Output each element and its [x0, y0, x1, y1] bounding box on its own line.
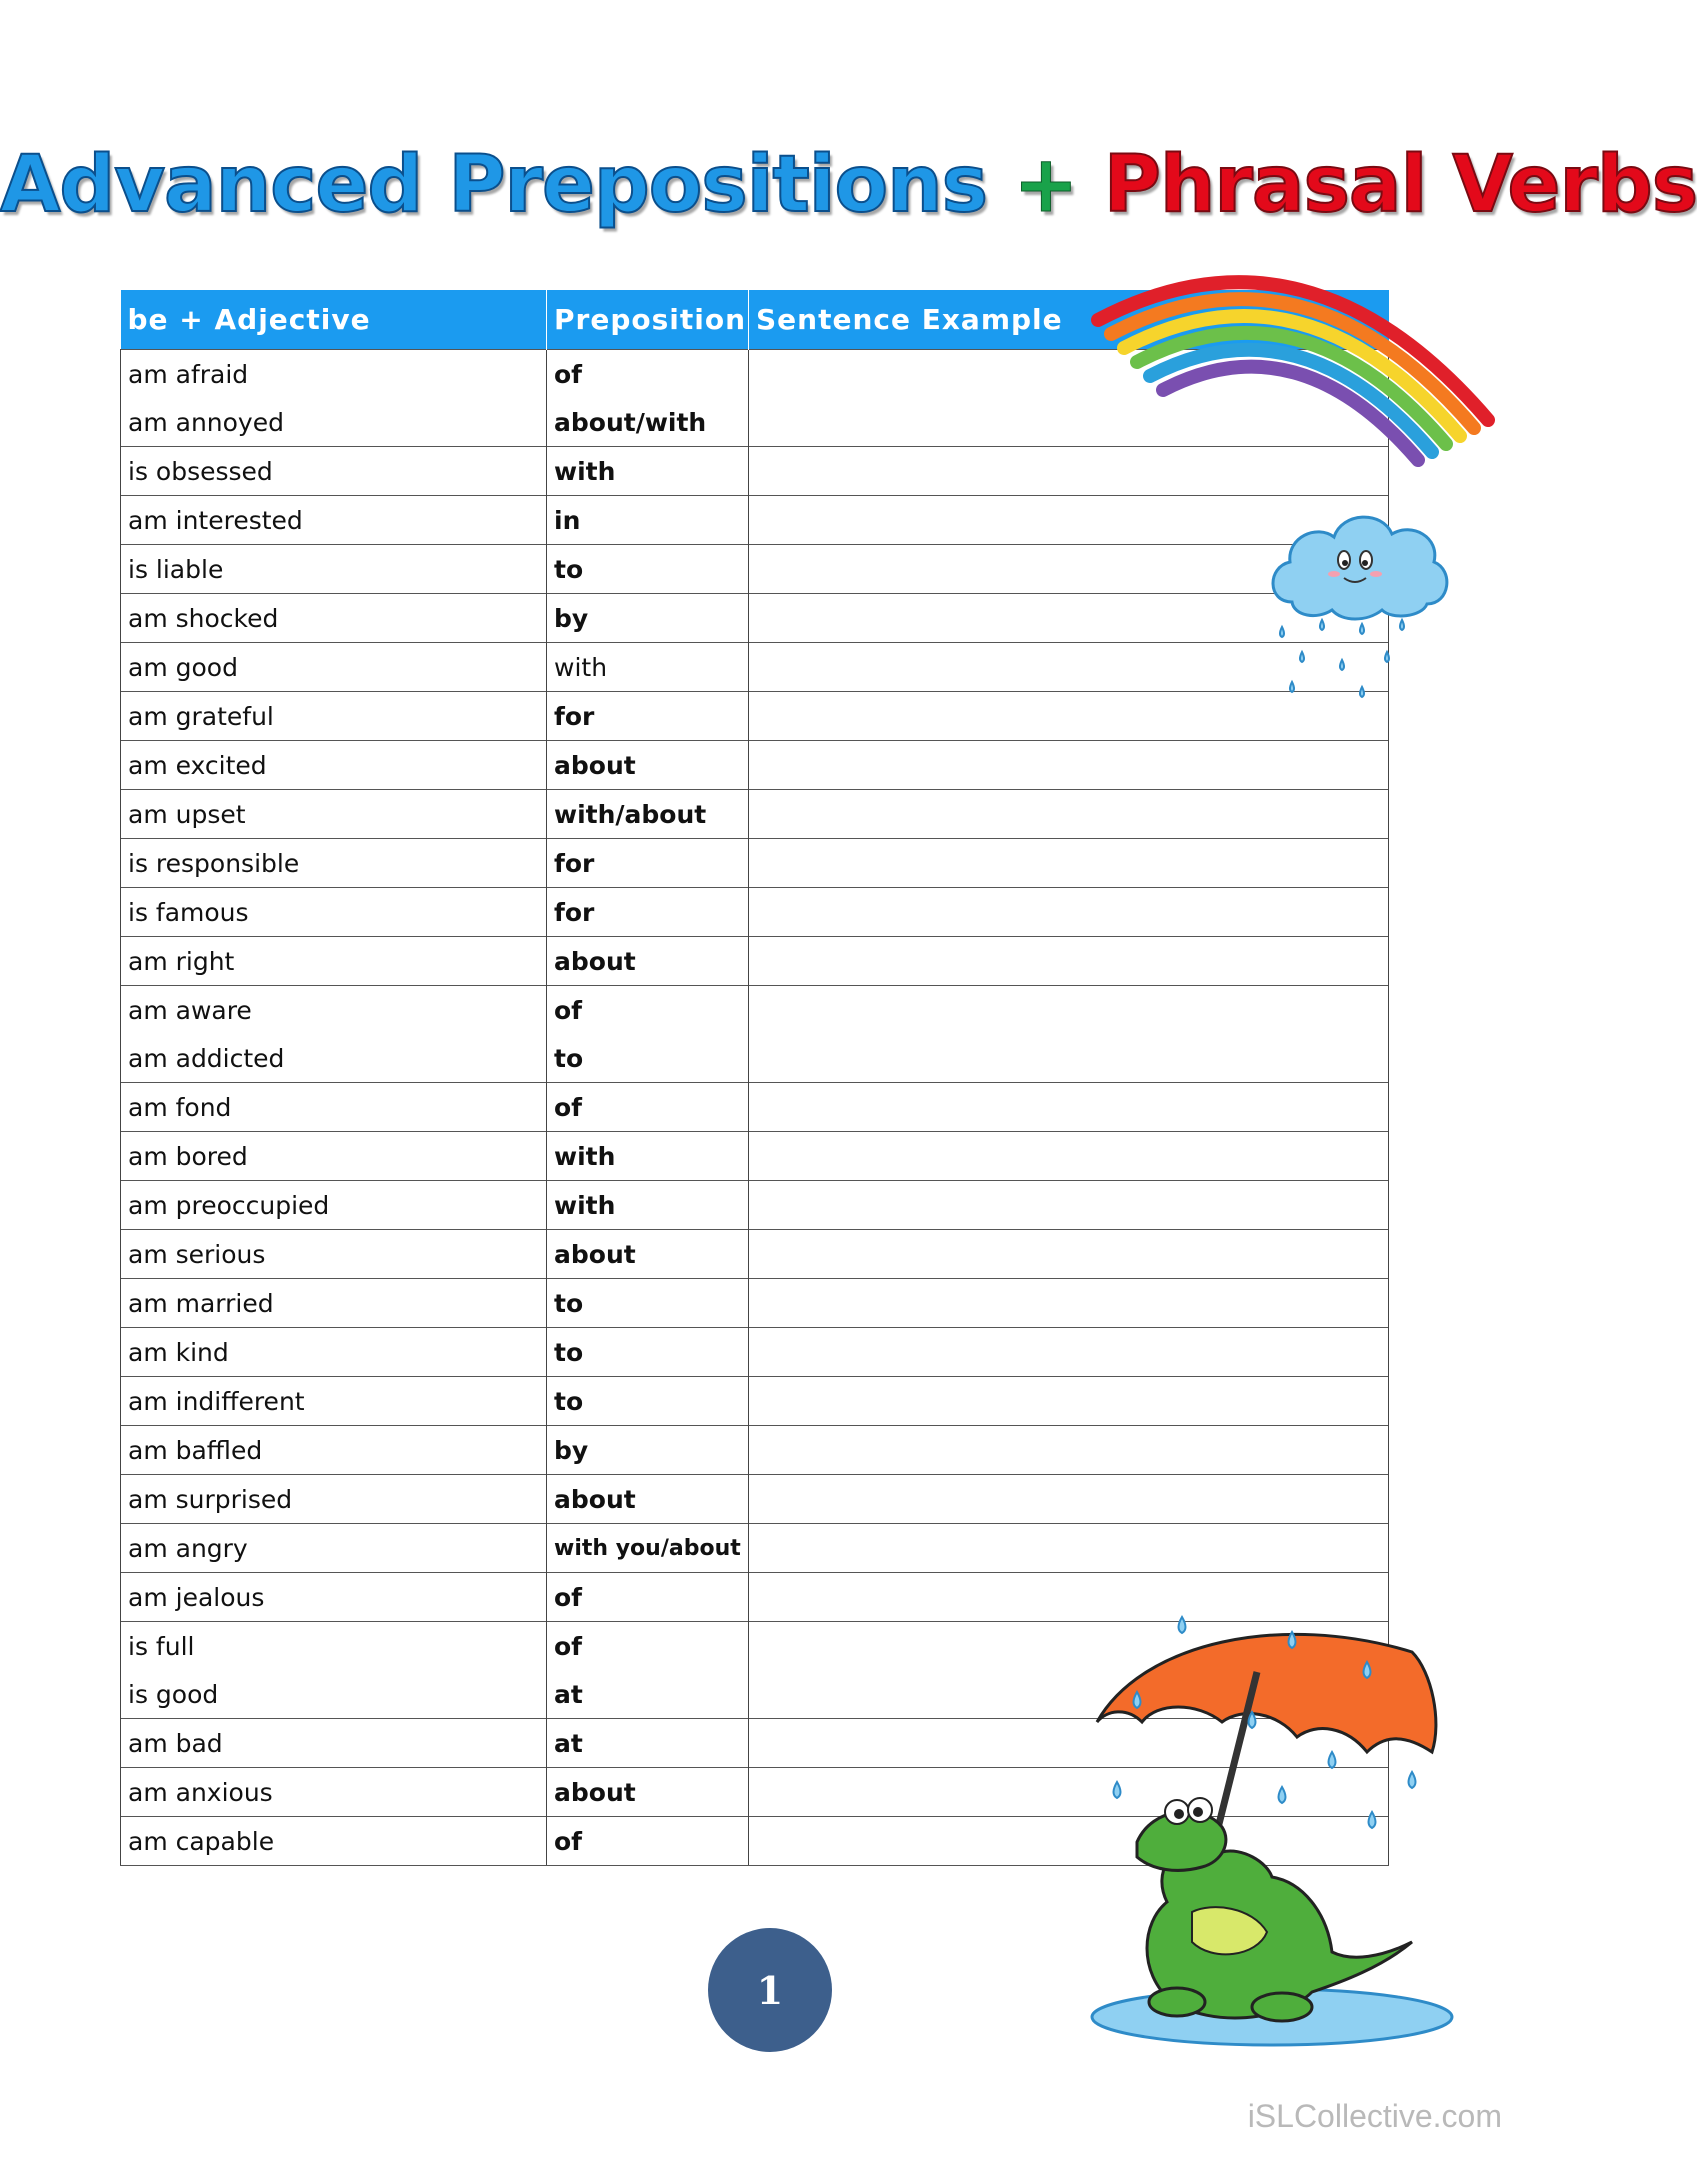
- adjective-cell: am surprised: [121, 1475, 547, 1524]
- adjective-cell: is obsessed: [121, 447, 547, 496]
- sentence-example-cell[interactable]: [749, 839, 1389, 888]
- preposition-cell: about: [547, 741, 749, 790]
- table-row: [121, 790, 1389, 839]
- adjective-cell: am right: [121, 937, 547, 986]
- table-row: [121, 839, 1389, 888]
- sentence-example-cell[interactable]: [749, 937, 1389, 986]
- preposition-cell: of: [547, 1622, 749, 1671]
- adjective-cell: am interested: [121, 496, 547, 545]
- adjective-cell: am baffled: [121, 1426, 547, 1475]
- preposition-cell: with/about: [547, 790, 749, 839]
- adjective-cell: am excited: [121, 741, 547, 790]
- sentence-example-cell[interactable]: [749, 1377, 1389, 1426]
- preposition-cell: to: [547, 1279, 749, 1328]
- table-row: [121, 1475, 1389, 1524]
- adjective-cell: am anxious: [121, 1768, 547, 1817]
- table-row: [121, 888, 1389, 937]
- table-row: [121, 1279, 1389, 1328]
- header-preposition: Preposition: [547, 290, 749, 350]
- sentence-example-cell[interactable]: [749, 1132, 1389, 1181]
- watermark: iSLCollective.com: [1247, 2098, 1502, 2134]
- header-sentence-example: Sentence Example: [749, 290, 1389, 350]
- sentence-example-cell[interactable]: [749, 1426, 1389, 1475]
- sentence-example-cell[interactable]: [749, 986, 1389, 1083]
- preposition-cell: to: [547, 1034, 749, 1083]
- crocodile-umbrella-icon: [1082, 1612, 1462, 2052]
- preposition-cell: at: [547, 1670, 749, 1719]
- adjective-cell: am shocked: [121, 594, 547, 643]
- sentence-example-cell[interactable]: [749, 741, 1389, 790]
- preposition-cell: about: [547, 1768, 749, 1817]
- adjective-cell: is responsible: [121, 839, 547, 888]
- preposition-cell: at: [547, 1719, 749, 1768]
- table-row: [121, 1132, 1389, 1181]
- title-part-phrasal-verbs: Phrasal Verbs: [1103, 140, 1697, 230]
- sentence-example-cell[interactable]: [749, 1083, 1389, 1132]
- table-row: [121, 1426, 1389, 1475]
- table-row: [121, 545, 1389, 594]
- adjective-cell: am fond: [121, 1083, 547, 1132]
- page-title: [0, 140, 1697, 230]
- preposition-cell: for: [547, 692, 749, 741]
- adjective-cell: am aware: [121, 986, 547, 1035]
- preposition-cell: about: [547, 1230, 749, 1279]
- preposition-cell: for: [547, 839, 749, 888]
- sentence-example-cell[interactable]: [749, 1524, 1389, 1573]
- preposition-cell: to: [547, 545, 749, 594]
- table-row: [121, 692, 1389, 741]
- adjective-cell: is good: [121, 1670, 547, 1719]
- preposition-cell: to: [547, 1328, 749, 1377]
- table-row: [121, 1377, 1389, 1426]
- adjective-cell: am upset: [121, 790, 547, 839]
- adjective-cell: am jealous: [121, 1573, 547, 1622]
- sentence-example-cell[interactable]: [749, 1475, 1389, 1524]
- adjective-cell: is famous: [121, 888, 547, 937]
- adjective-cell: am grateful: [121, 692, 547, 741]
- sentence-example-cell[interactable]: [749, 1230, 1389, 1279]
- adjective-cell: is full: [121, 1622, 547, 1671]
- preposition-cell: of: [547, 1083, 749, 1132]
- adjective-cell: is liable: [121, 545, 547, 594]
- title-part-prepositions: Advanced Prepositions: [0, 140, 988, 230]
- adjective-cell: am kind: [121, 1328, 547, 1377]
- preposition-cell: with: [547, 1181, 749, 1230]
- table-row: [121, 1181, 1389, 1230]
- preposition-cell: by: [547, 594, 749, 643]
- preposition-cell: in: [547, 496, 749, 545]
- table-row: [121, 1083, 1389, 1132]
- preposition-cell: about: [547, 1475, 749, 1524]
- table-row: [121, 1328, 1389, 1377]
- preposition-cell: to: [547, 1377, 749, 1426]
- table-row: [121, 1230, 1389, 1279]
- adjective-cell: am addicted: [121, 1034, 547, 1083]
- sentence-example-cell[interactable]: [749, 1181, 1389, 1230]
- sentence-example-cell[interactable]: [749, 888, 1389, 937]
- table-row: [121, 741, 1389, 790]
- adjective-cell: am indifferent: [121, 1377, 547, 1426]
- table-row: [121, 594, 1389, 643]
- preposition-cell: of: [547, 1573, 749, 1622]
- adjective-cell: am married: [121, 1279, 547, 1328]
- adjective-cell: am capable: [121, 1817, 547, 1866]
- adjective-cell: am bad: [121, 1719, 547, 1768]
- adjective-cell: am good: [121, 643, 547, 692]
- adjective-cell: am preoccupied: [121, 1181, 547, 1230]
- adjective-cell: am angry: [121, 1524, 547, 1573]
- table-row: [121, 643, 1389, 692]
- sentence-example-cell[interactable]: [749, 790, 1389, 839]
- adjective-cell: am serious: [121, 1230, 547, 1279]
- adjective-cell: am bored: [121, 1132, 547, 1181]
- preposition-cell: about/with: [547, 398, 749, 447]
- preposition-cell: with: [547, 1132, 749, 1181]
- preposition-cell: for: [547, 888, 749, 937]
- rain-cloud-icon: [1262, 492, 1452, 702]
- page-number-badge: 1: [708, 1928, 832, 2052]
- adjective-cell: am annoyed: [121, 398, 547, 447]
- preposition-cell: about: [547, 937, 749, 986]
- sentence-example-cell[interactable]: [749, 1328, 1389, 1377]
- table-row: [121, 937, 1389, 986]
- table-row: [121, 1524, 1389, 1573]
- preposition-cell: with: [547, 447, 749, 496]
- preposition-cell: with you/about: [547, 1524, 749, 1573]
- preposition-cell: of: [547, 1817, 749, 1866]
- title-plus: +: [1013, 140, 1078, 230]
- preposition-cell: with: [547, 643, 749, 692]
- preposition-cell: by: [547, 1426, 749, 1475]
- preposition-cell: of: [547, 986, 749, 1035]
- sentence-example-cell[interactable]: [749, 1279, 1389, 1328]
- table-row: [121, 986, 1389, 1035]
- adjective-cell: am afraid: [121, 350, 547, 399]
- table-row: [121, 496, 1389, 545]
- rainbow-icon: [1078, 260, 1508, 500]
- preposition-cell: of: [547, 350, 749, 399]
- header-adjective: be + Adjective: [121, 290, 547, 350]
